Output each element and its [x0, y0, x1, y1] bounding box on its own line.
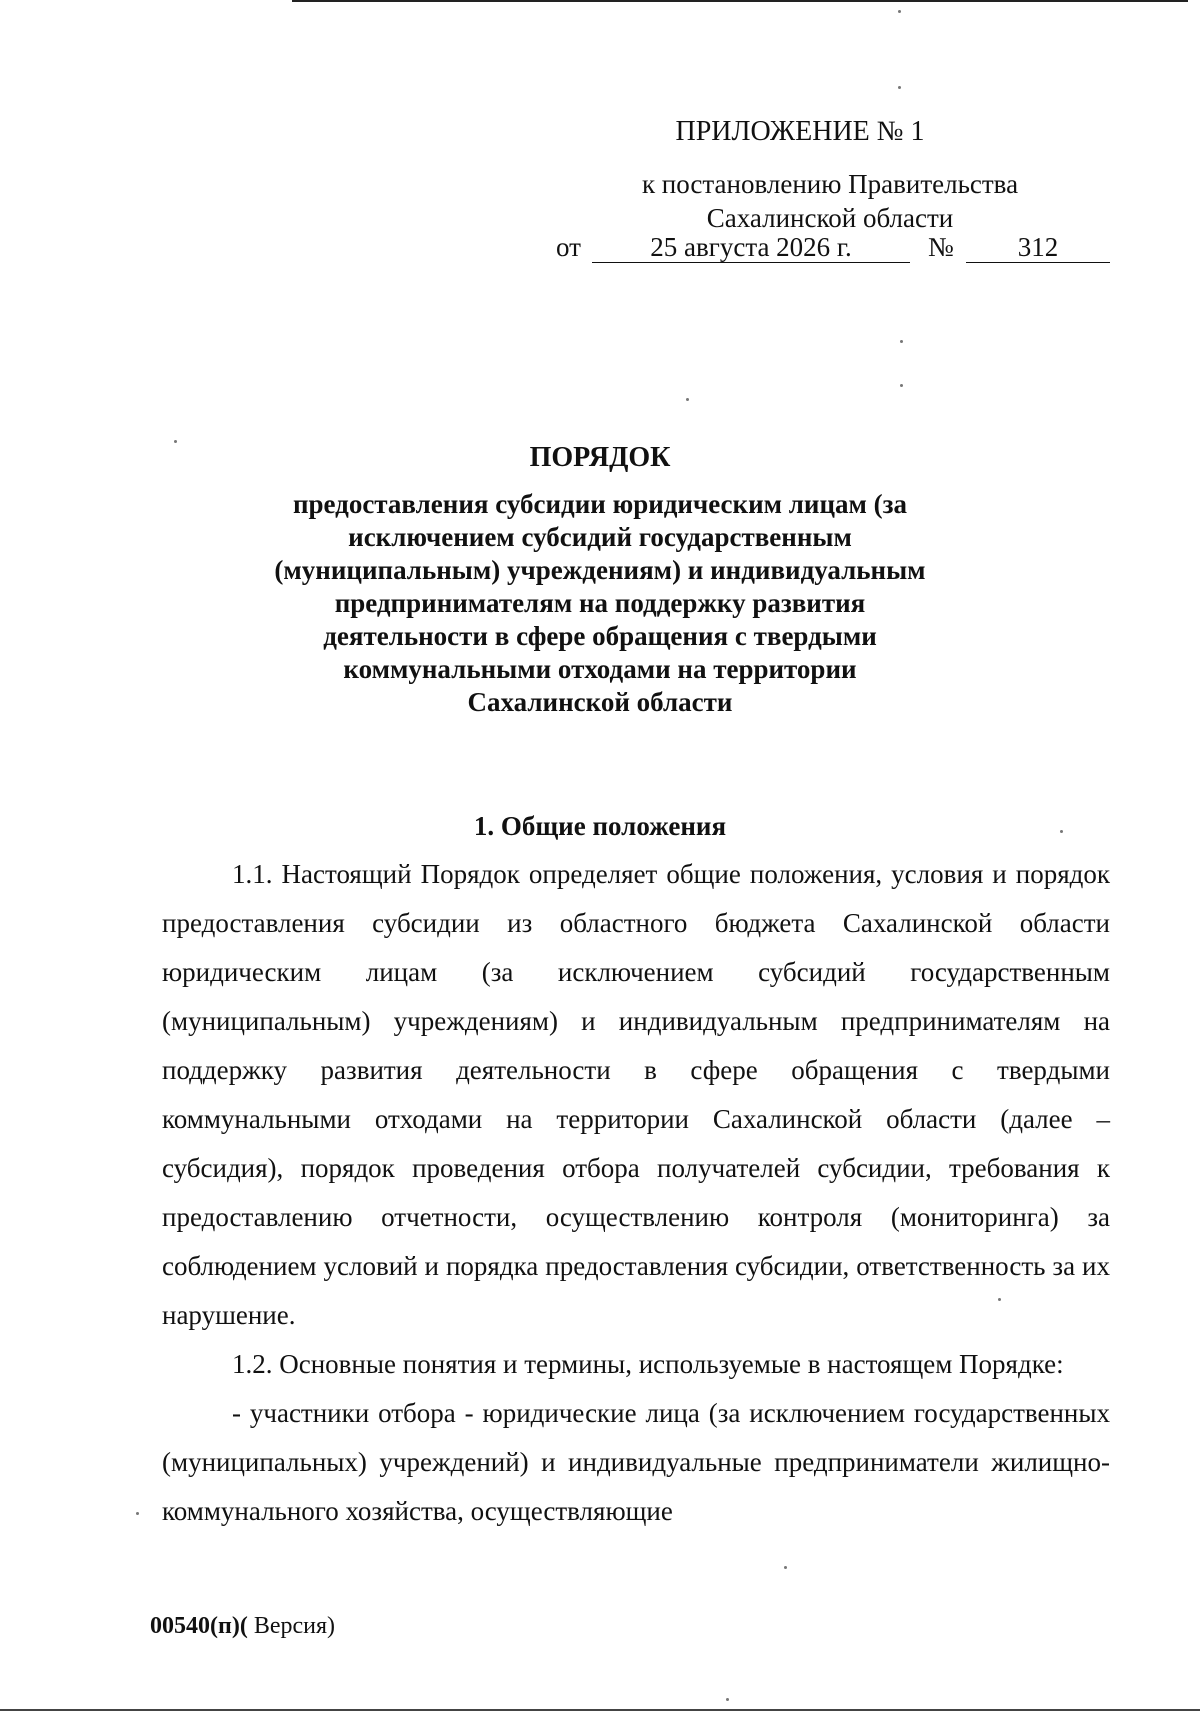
paragraph-1-1: 1.1. Настоящий Порядок определяет общие положения, условия и порядок предоставления субсидии из областного бюджета Сахалинской области юридическим лицам (за исключением субсидий государственным (муниципальным) учреждениям) и индивидуальным предпринимателям на поддержку развития деятельности в сфере обращения с твердыми коммунальными отходами на территории Сахалинской области (далее – субсидия), порядок проведения отбора получателей субсидии, требования к предоставлению отчетности, осуществлению контроля (мониторинга) за соблюдением условий и порядка предоставления субсидии, ответственность за их нарушение.	[162, 859, 1110, 1330]
subtitle-line: предпринимателям на поддержку развития	[334, 588, 866, 618]
subtitle-line: деятельности в сфере обращения с твердыми	[323, 621, 877, 651]
subtitle-line: Сахалинской области	[467, 687, 733, 717]
document-title: ПОРЯДОК	[529, 442, 671, 473]
from-label: от	[556, 232, 581, 262]
footer-version: Версия)	[247, 1613, 335, 1639]
scan-speck	[998, 1298, 1001, 1301]
document-footer-code	[150, 1611, 335, 1641]
date-field: 25 августа 2026 г.	[592, 232, 910, 263]
appendix-title: ПРИЛОЖЕНИЕ № 1	[675, 116, 925, 147]
footer-code-number: 00540(п)(	[150, 1613, 248, 1639]
paragraph-participants: - участники отбора - юридические лица (за исключением государственных (муниципальных) учреждений) и индивидуальные предприниматели жилищно-коммунального хозяйства, осуществляющие	[162, 1398, 1110, 1526]
subtitle-line: коммунальными отходами на территории	[343, 654, 857, 684]
scan-speck	[900, 384, 903, 387]
bottom-scan-edge-line	[0, 1709, 1200, 1711]
scan-speck	[784, 1566, 787, 1569]
number-label: №	[928, 232, 954, 262]
scan-speck	[686, 398, 689, 401]
scan-speck	[174, 440, 177, 443]
top-scan-edge-line	[292, 0, 1188, 2]
number-field: 312	[966, 232, 1110, 263]
scan-speck	[136, 1512, 139, 1515]
scan-speck	[898, 10, 901, 13]
subtitle-line: (муниципальным) учреждениям) и индивидуальным	[274, 555, 926, 585]
section-heading: 1. Общие положения	[473, 811, 727, 841]
paragraph-1-2: 1.2. Основные понятия и термины, используемые в настоящем Порядке:	[232, 1349, 1064, 1379]
scan-speck	[726, 1698, 729, 1701]
appendix-resolution-line: к постановлению Правительства	[641, 169, 1019, 199]
subtitle-line: предоставления субсидии юридическим лицам (за	[292, 489, 908, 519]
scan-speck	[900, 340, 903, 343]
subtitle-line: исключением субсидий государственным	[348, 522, 852, 552]
section-body	[162, 850, 1110, 1536]
document-subtitle	[200, 488, 1000, 719]
scan-speck	[898, 86, 901, 89]
appendix-region-line: Сахалинской области	[706, 203, 954, 233]
scan-speck	[1060, 830, 1063, 833]
appendix-date-number-row	[556, 228, 1116, 268]
